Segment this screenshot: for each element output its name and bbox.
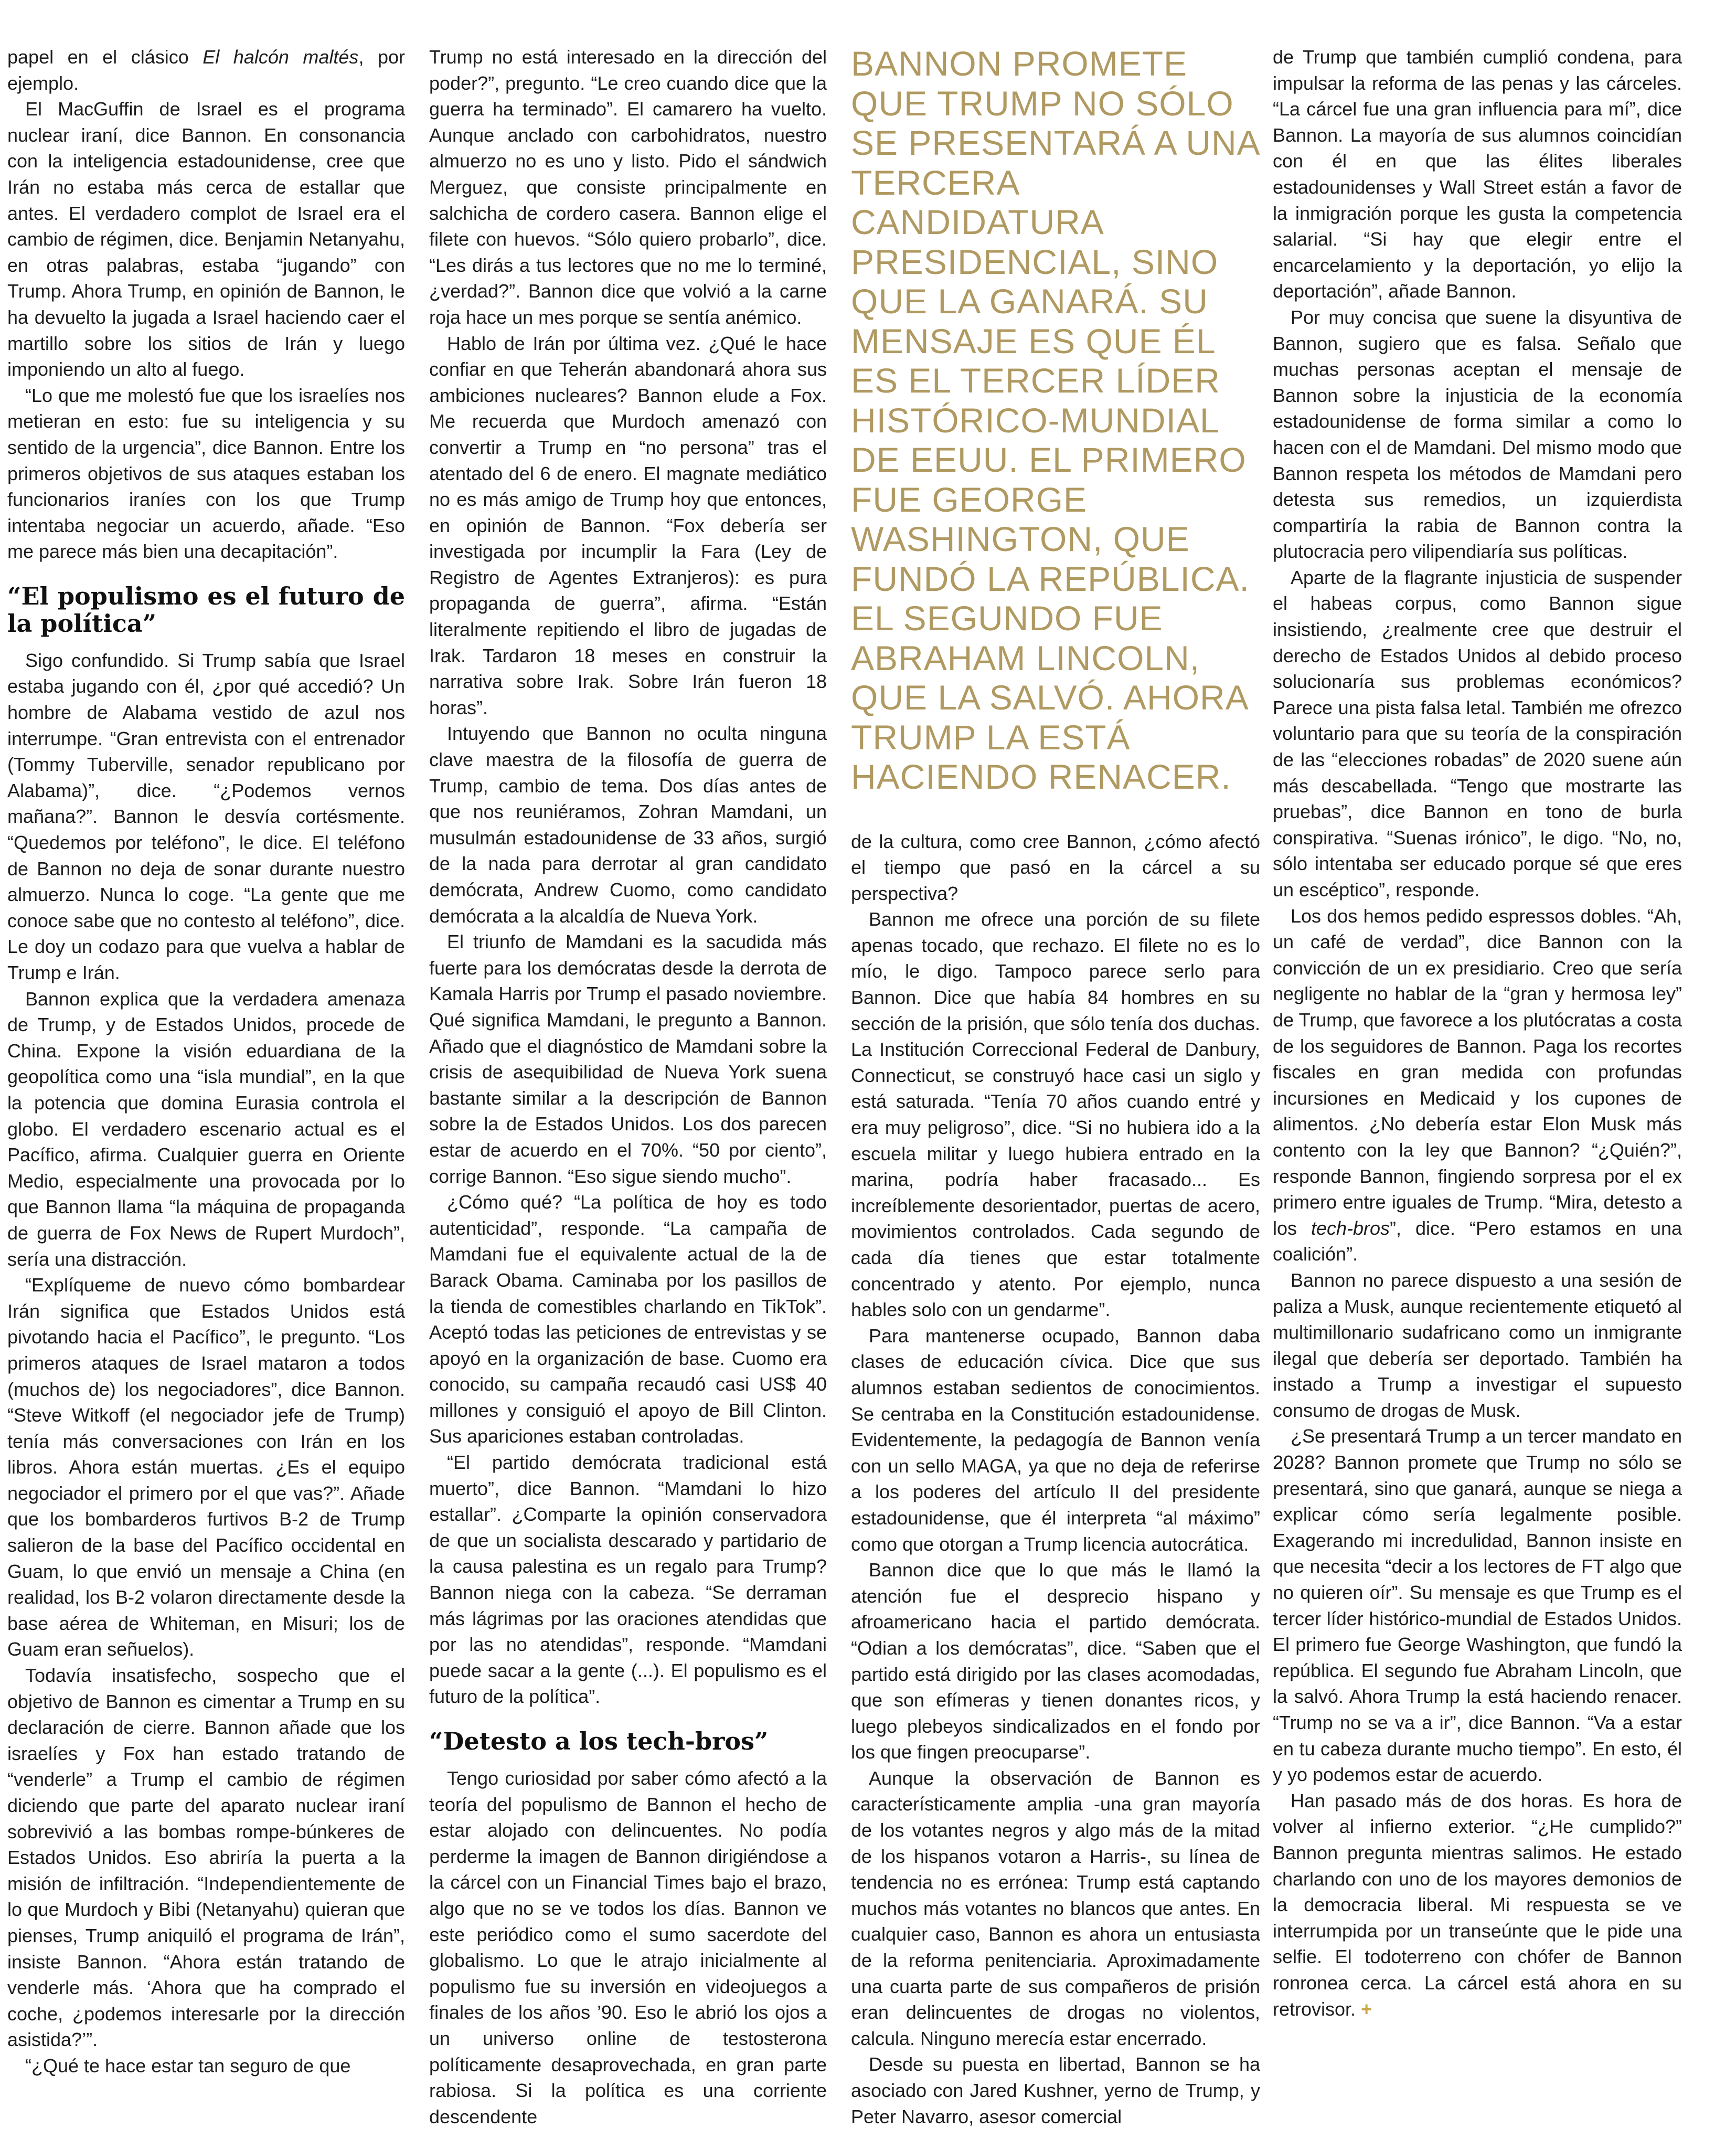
emphasis-text: tech-bros (1311, 1217, 1390, 1239)
article-column-1 (7, 44, 405, 2079)
pull-quote: BANNON PROMETE QUE TRUMP NO SÓLO SE PRESENTARÁ A UNA TERCERA CANDIDATURA PRESIDENCIAL, SINO QUE LA GANARÁ. SU MENSAJE ES QUE ÉL ES EL TERCER LÍDER HISTÓRICO-MUNDIAL DE EEUU. EL PRIMERO FUE GEORGE WASHINGTON, QUE FUNDÓ LA REPÚBLICA. EL SEGUNDO FUE ABRAHAM LINCOLN, QUE LA SALVÓ. AHORA TRUMP LA ESTÁ HACIENDO RENACER. (851, 44, 1259, 796)
book-title: El halcón maltés (203, 46, 359, 68)
paragraph: ¿Cómo qué? “La política de hoy es todo autenticidad”, responde. “La campaña de Mamdani fue el equivalente actual de la de Barack Obama. Caminaba por los pasillos de la tienda de comestibles charlando en TikTok”. Aceptó todas las peticiones de entrevistas y se apoyó en la organización de base. Cuomo era conocido, su campaña recaudó casi US$ 40 millones y consiguió el apoyo de Bill Clinton. Sus apariciones estaban controladas. (429, 1191, 827, 1447)
paragraph: Aparte de la flagrante injusticia de suspender el habeas corpus, como Bannon sigue insistiendo, ¿realmente cree que destruir el derecho de Estados Unidos al debido proceso solucionaría sus problemas económicos? Parece una pista falsa letal. También me ofrezco voluntario para que su teoría de la conspiración de las “elecciones robadas” de 2020 suene aún más descabellada. “Tengo que mostrarte las pruebas”, dice Bannon en tono de burla conspirativa. “Suenas irónico”, le digo. “No, no, sólo intentaba ser educado porque sé que eres un escéptico”, responde. (1273, 566, 1682, 901)
paragraph-text: Los dos hemos pedido espressos dobles. “Ah, un café de verdad”, dice Bannon con la convicción de un ex presidiario. Creo que sería negligente no hablar de la “gran y hermosa ley” de Trump, que favorece a los plutócratas a costa de los seguidores de Bannon. Paga los recortes fiscales en gran medida con profundas incursiones en Medicaid y los cupones de alimentos. ¿No debería estar Elon Musk más contento con la ley que Bannon? “¿Quién?”, responde Bannon, fingiendo sorpresa por el ex primero entre iguales de Trump. “Mira, detesto a los (1273, 905, 1682, 1239)
end-mark-icon: + (1361, 1998, 1372, 2020)
paragraph: Bannon dice que lo que más le llamó la atención fue el desprecio hispano y afroamericano hacia el partido demócrata. “Odian a los demócratas”, dice. “Saben que el partido está dirigido por las clases acomodadas, que son efímeras y tienen donantes ricos, y luego plebeyos sindicalizados en el fondo por los que fingen preocuparse”. (851, 1559, 1260, 1763)
paragraph (7, 44, 405, 96)
paragraph (1273, 903, 1682, 1267)
paragraph: Hablo de Irán por última vez. ¿Qué le hace confiar en que Teherán abandonará ahora sus ambiciones nucleares? Bannon elude a Fox. Me recuerda que Murdoch amenazó con convertir a Trump en “no persona” tras el atentado del 6 de enero. El magnate mediático no es más amigo de Trump hoy que entonces, en opinión de Bannon. “Fox debería ser investigada por incumplir la Fara (Ley de Registro de Agentes Extranjeros): es pura propaganda de guerra”, afirma. “Están literalmente repitiendo el libro de jugadas de Irak. Tardaron 18 meses en construir la narrativa sobre Irak. Sobre Irán fueron 18 horas”. (429, 332, 827, 718)
paragraph: ¿Se presentará Trump a un tercer mandato en 2028? Bannon promete que Trump no sólo se presentará, sino que ganará, aunque se niega a explicar cómo sería legalmente posible. Exagerando mi incredulidad, Bannon insiste en que necesita “decir a los lectores de FT algo que no quieren oír”. Su mensaje es que Trump es el tercer líder histórico-mundial de Estados Unidos. El primero fue George Washington, que fundó la república. El segundo fue Abraham Lincoln, que la salvó. Ahora Trump la está haciendo renacer. “Trump no se va a ir”, dice Bannon. “Va a estar en tu cabeza durante mucho tiempo”. En esto, él y yo podemos estar de acuerdo. (1273, 1425, 1682, 1786)
paragraph: Bannon explica que la verdadera amenaza de Trump, y de Estados Unidos, procede de China. Expone la visión eduardiana de la geopolítica como una “isla mundial”, en la que la potencia que domina Eurasia controla el globo. El verdadero escenario actual es el Pacífico, afirma. Cualquier guerra en Oriente Medio, especialmente una provocada por lo que Bannon llama “la máquina de propaganda de guerra de Fox News de Rupert Murdoch”, sería una distracción. (7, 988, 405, 1270)
paragraph: Para mantenerse ocupado, Bannon daba clases de educación cívica. Dice que sus alumnos estaban sedientos de conocimientos. Se centraba en la Constitución estadounidense. Evidentemente, la pedagogía de Bannon venía con un sello MAGA, ya que no deja de referirse a los poderes del artículo II del presidente estadounidense, que él interpreta “al máximo” como que otorgan a Trump licencia autocrática. (851, 1325, 1260, 1555)
paragraph-text: papel en el clásico (7, 46, 203, 68)
article-column-2 (429, 44, 827, 2130)
paragraph: Desde su puesta en libertad, Bannon se ha asociado con Jared Kushner, yerno de Trump, y Peter Navarro, asesor comercial (851, 2053, 1260, 2127)
paragraph: de Trump que también cumplió condena, para impulsar la reforma de las penas y las cárceles. “La cárcel fue una gran influencia para mí”, dice Bannon. La mayoría de sus alumnos coincidían con él en que las élites liberales estadounidenses y Wall Street están a favor de la inmigración porque les gusta la competencia salarial. “Si hay que elegir entre el encarcelamiento y la deportación, yo elijo la deportación”, añade Bannon. (1273, 46, 1682, 302)
article-column-4 (1273, 44, 1682, 2022)
paragraph: Tengo curiosidad por saber cómo afectó a la teoría del populismo de Bannon el hecho de estar alojado con delincuentes. No podía perderme la imagen de Bannon dirigiéndose a la cárcel con un Financial Times bajo el brazo, algo que no se ve todos los días. Bannon ve este periódico como el sumo sacerdote del globalismo. Lo que le atrajo inicialmente al populismo fue su inversión en videojuegos a finales de los años ’90. Eso le abrió los ojos a un universo online de testosterona políticamente desaprovechada, en gran parte rabiosa. Si la política es una corriente descendente (429, 1767, 827, 2127)
section-heading: “Detesto a los tech-bros” (429, 1727, 769, 1755)
paragraph (1273, 1788, 1682, 2022)
paragraph: Bannon me ofrece una porción de su filete apenas tocado, que rechazo. El filete no es lo mío, le digo. Tampoco parece serlo para Bannon. Dice que había 84 hombres en su sección de la prisión, que sólo tenía dos duchas. La Institución Correccional Federal de Danbury, Connecticut, se construyó hace casi un siglo y está saturada. “Tenía 70 años cuando entré y era muy peligroso”, dice. “Si no hubiera ido a la escuela militar y luego hubiera entrado en la marina, podría haber fracasado... Es increíblemente desorientador, puertas de acero, movimientos controlados. Cada segundo de cada día tienes que estar totalmente concentrado y atento. Por ejemplo, nunca hables solo con un gendarme”. (851, 908, 1260, 1321)
paragraph: “El partido demócrata tradicional está muerto”, dice Bannon. “Mamdani lo hizo estallar”. ¿Comparte la opinión conservadora de que un socialista descarado y partidario de la causa palestina es un regalo para Trump? Bannon niega con la cabeza. “Se derraman más lágrimas por las oraciones atendidas que por las no atendidas”, responde. “Mamdani puede sacar a la gente (...). El populismo es el futuro de la política”. (429, 1452, 827, 1708)
paragraph: Intuyendo que Bannon no oculta ninguna clave maestra de la filosofía de guerra de Trump, cambio de tema. Dos días antes de que nos reuniéramos, Zohran Mamdani, un musulmán estadounidense de 33 años, surgió de la nada para derrotar al gran candidato demócrata, Andrew Cuomo, como candidato demócrata a la alcaldía de Nueva York. (429, 723, 827, 927)
paragraph: Trump no está interesado en la dirección del poder?”, pregunto. “Le creo cuando dice que la guerra ha terminado”. El camarero ha vuelto. Aunque anclado con carbohidratos, nuestro almuerzo no es uno y listo. Pido el sándwich Merguez, que consiste principalmente en salchicha de cordero casera. Bannon elige el filete con huevos. “Sólo quiero probarlo”, dice. “Les dirás a tus lectores que no me lo terminé, ¿verdad?”. Bannon dice que volvió a la carne roja hace un mes porque se sentía anémico. (429, 46, 827, 328)
paragraph: Todavía insatisfecho, sospecho que el objetivo de Bannon es cimentar a Trump en su declaración de cierre. Bannon añade que los israelíes y Fox han estado tratando de “venderle” a Trump el cambio de régimen diciendo que parte del aparato nuclear iraní sobrevivió a las bombas rompe-búnkeres de Estados Unidos. Eso abriría la puerta a la misión de infiltración. “Independientemente de lo que Murdoch y Bibi (Netanyahu) quieran que pienses, Trump aniquiló el programa de Irán”, insiste Bannon. “Ahora están tratando de venderle más. ‘Ahora que ha comprado el coche, ¿podemos interesarle por la dirección asistida?’”. (7, 1665, 405, 2051)
paragraph: El triunfo de Mamdani es la sacudida más fuerte para los demócratas desde la derrota de Kamala Harris por Trump el pasado noviembre. Qué significa Mamdani, le pregunto a Bannon. Añado que el diagnóstico de Mamdani sobre la crisis de asequibilidad de Nueva York suena bastante similar a la descripción de Bannon sobre la de Estados Unidos. Los dos parecen estar de acuerdo en el 70%. “50 por ciento”, corrige Bannon. “Eso sigue siendo mucho”. (429, 931, 827, 1187)
paragraph: “¿Qué te hace estar tan seguro de que (25, 2054, 351, 2077)
paragraph: de la cultura, como cree Bannon, ¿cómo afectó el tiempo que pasó en la cárcel a su perspectiva? (851, 830, 1260, 904)
article-column-3 (851, 44, 1260, 2130)
paragraph-text: , por ejemplo. (7, 46, 405, 94)
paragraph: “Lo que me molestó fue que los israelíes nos metieran en esto: fue su inteligencia y su sentido de la urgencia”, dice Bannon. Entre los primeros objetivos de sus ataques estaban los funcionarios iraníes con los que Trump intentaba negociar un acuerdo, añade. “Eso me parece más bien una decapitación”. (7, 384, 405, 563)
paragraph: Sigo confundido. Si Trump sabía que Israel estaba jugando con él, ¿por qué accedió? Un hombre de Alabama vestido de azul nos interrumpe. “Gran entrevista con el entrenador (Tommy Tuberville, senador republicano por Alabama)”, dice. “¿Podemos vernos mañana?”. Bannon le desvía cortésmente. “Quedemos por teléfono”, le dice. El teléfono de Bannon no deja de sonar durante nuestro almuerzo. Nunca lo coge. “La gente que me conoce sabe que no contesto al teléfono”, dice. Le doy un codazo para que vuelva a hablar de Trump e Irán. (7, 649, 405, 983)
paragraph-text: Han pasado más de dos horas. Es hora de volver al infierno exterior. “¿He cumplido?” Bannon pregunta mientras salimos. He estado charlando con uno de los mayores demonios de la democracia liberal. Mi respuesta se ve interrumpida por un transeúnte que le pide una selfie. El todoterreno con chófer de Bannon ronronea cerca. La cárcel está ahora en su retrovisor. (1273, 1789, 1682, 2020)
paragraph: El MacGuffin de Israel es el programa nuclear iraní, dice Bannon. En consonancia con la inteligencia estadounidense, cree que Irán no estaba más cerca de estallar que antes. El verdadero complot de Israel era el cambio de régimen, dice. Benjamin Netanyahu, en otras palabras, estaba “jugando” con Trump. Ahora Trump, en opinión de Bannon, le ha devuelto la jugada a Israel haciendo caer el martillo sobre los sitios de Irán y luego imponiendo un alto al fuego. (7, 98, 405, 380)
paragraph-text: ”, dice. “Pero estamos en una coalición”. (1273, 1217, 1682, 1265)
section-heading: “El populismo es el futuro de la política” (7, 581, 405, 638)
paragraph: Bannon no parece dispuesto a una sesión de paliza a Musk, aunque recientemente etiquetó al multimillonario sudafricano como un inmigrante ilegal que debería ser deportado. También ha instado a Trump a investigar el supuesto consumo de drogas de Musk. (1273, 1269, 1682, 1421)
paragraph: Por muy concisa que suene la disyuntiva de Bannon, sugiero que es falsa. Señalo que muchas personas aceptan el mensaje de Bannon sobre la injusticia de la economía estadounidense de forma similar a como lo hacen con el de Mamdani. Del mismo modo que Bannon respeta los métodos de Mamdani pero detesta sus remedios, un izquierdista compartiría la rabia de Bannon contra la plutocracia pero vilipendiaría sus políticas. (1273, 306, 1682, 563)
paragraph: Aunque la observación de Bannon es característicamente amplia -una gran mayoría de los votantes negros y algo más de la mitad de los hispanos votaron a Harris-, su línea de tendencia no es errónea: Trump está captando muchos más votantes no blancos que antes. En cualquier caso, Bannon es ahora un entusiasta de la reforma penitenciaria. Aproximadamente una cuarta parte de sus compañeros de prisión eran delincuentes de drogas no violentos, calcula. Ninguno merecía estar encerrado. (851, 1767, 1260, 2049)
paragraph: “Explíqueme de nuevo cómo bombardear Irán significa que Estados Unidos está pivotando hacia el Pacífico”, le pregunto. “Los primeros ataques de Israel mataron a todos (muchos de) los negociadores”, dice Bannon. “Steve Witkoff (el negociador jefe de Trump) tenía más conversaciones con Irán en los libros. Ahora están muertas. ¿Es el equipo negociador el primero por el que vas?”. Añade que los bombarderos furtivos B-2 de Trump salieron de la base del Pacífico occidental en Guam, lo que envió un mensaje a China (en realidad, los B-2 volaron directamente desde la base aérea de Whiteman, en Misuri; los de Guam eran señuelos). (7, 1274, 405, 1660)
